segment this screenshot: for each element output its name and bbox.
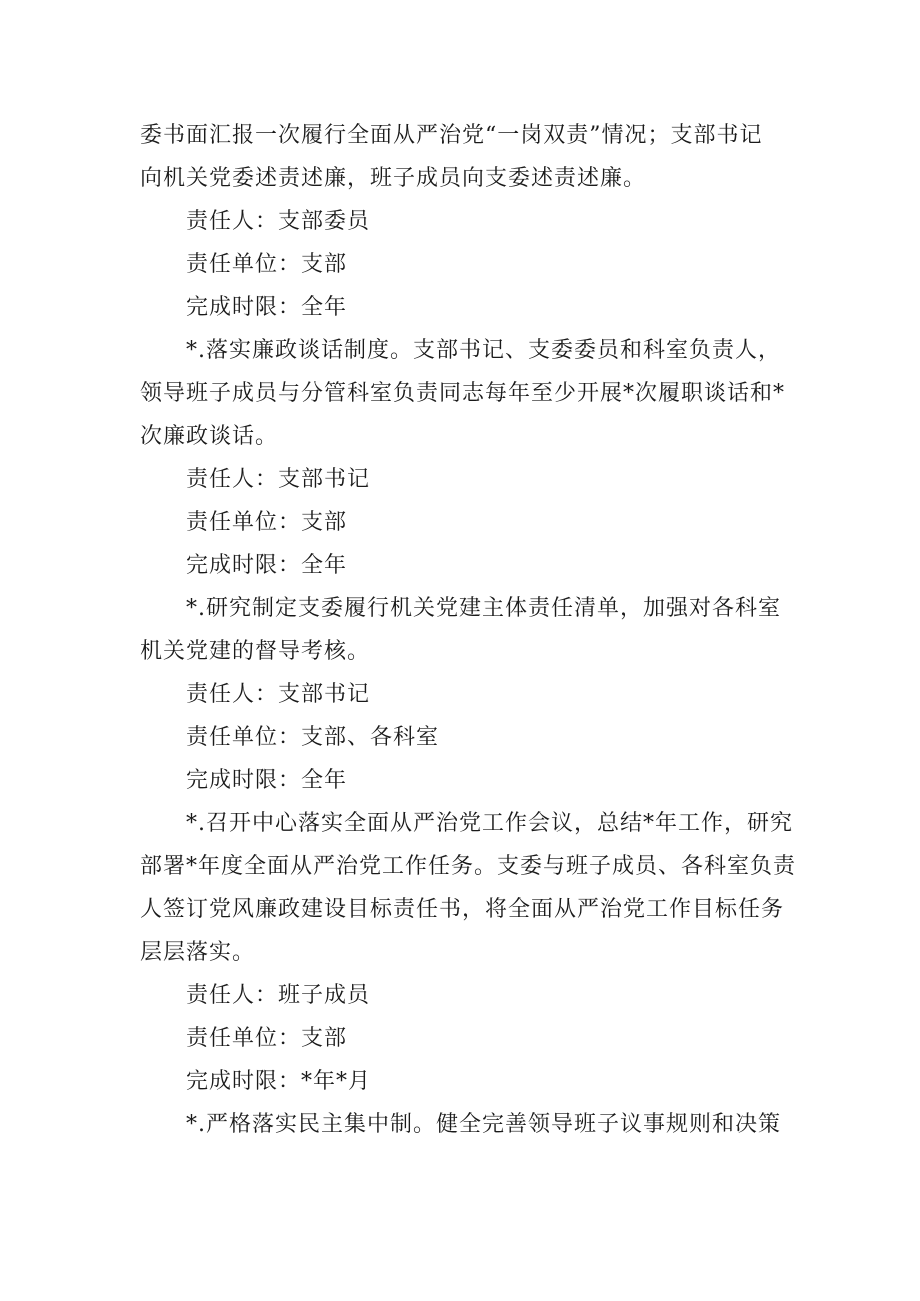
paragraph-line: *.严格落实民主集中制。健全完善领导班子议事规则和决策: [186, 1112, 781, 1137]
field-line: 完成时限：全年: [186, 768, 348, 793]
paragraph-line: 向机关党委述责述廉，班子成员向支委述责述廉。: [140, 166, 647, 191]
field-line: 责任人：支部书记: [186, 682, 371, 707]
field-line: 完成时限：全年: [186, 295, 348, 320]
field-line: 责任单位：支部、各科室: [186, 725, 440, 750]
field-line: 责任单位：支部: [186, 510, 348, 535]
field-line: 完成时限：*年*月: [186, 1069, 372, 1094]
document-body: [140, 114, 797, 1146]
paragraph-line: *.落实廉政谈话制度。支部书记、支委委员和科室负责人，: [186, 338, 781, 363]
paragraph-line: *.研究制定支委履行机关党建主体责任清单，加强对各科室: [186, 596, 781, 621]
paragraph-line: 部署*年度全面从严治党工作任务。支委与班子成员、各科室负责: [140, 854, 797, 879]
paragraph-line: 人签订党风廉政建设目标责任书，将全面从严治党工作目标任务: [140, 897, 785, 922]
paragraph-line: *.召开中心落实全面从严治党工作会议，总结*年工作，研究: [186, 811, 793, 836]
paragraph-line: 机关党建的督导考核。: [140, 639, 371, 664]
paragraph-line: 领导班子成员与分管科室负责同志每年至少开展*次履职谈话和*: [140, 381, 786, 406]
field-line: 完成时限：全年: [186, 553, 348, 578]
field-line: 责任人：支部委员: [186, 209, 371, 234]
paragraph-line: 层层落实。: [140, 940, 256, 965]
paragraph-line: 次廉政谈话。: [140, 424, 279, 449]
field-line: 责任单位：支部: [186, 252, 348, 277]
paragraph-line: 委书面汇报一次履行全面从严治党“一岗双责”情况；支部书记: [140, 123, 763, 148]
field-line: 责任人：班子成员: [186, 983, 371, 1008]
field-line: 责任人：支部书记: [186, 467, 371, 492]
field-line: 责任单位：支部: [186, 1026, 348, 1051]
